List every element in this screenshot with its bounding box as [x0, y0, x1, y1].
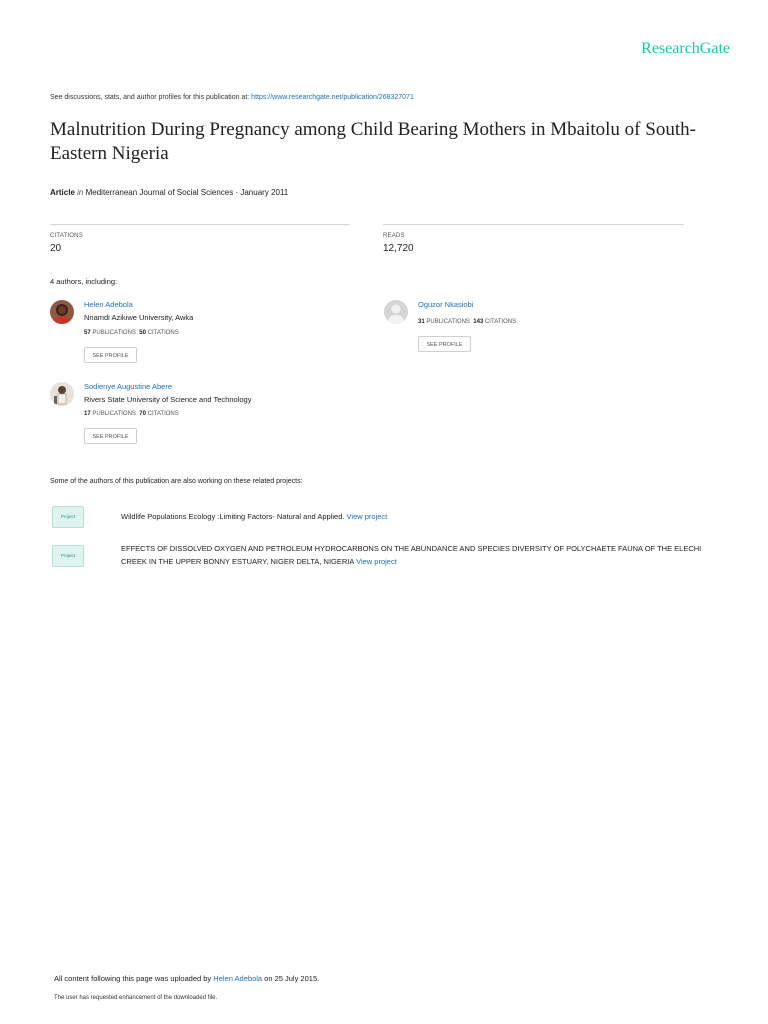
author-photo-icon	[50, 300, 74, 324]
upload-suffix: on 25 July 2015.	[262, 974, 320, 983]
uploader-link[interactable]: Helen Adebola	[213, 974, 263, 983]
publications-label: PUBLICATIONS	[426, 319, 470, 325]
citations-label: CITATIONS	[484, 319, 517, 325]
author-photo-icon	[50, 382, 74, 406]
default-user-icon	[384, 300, 408, 324]
project-title: EFFECTS OF DISSOLVED OXYGEN AND PETROLEUM HYDROCARBONS ON THE ABUNDANCE AND SPECIES DIVERSITY OF POLYCHAETE FAUNA OF THE ELECHI CREEK IN THE UPPER BONNY ESTUARY, NIGER DELTA, NIGERIA	[121, 544, 702, 566]
citations-count: 70	[139, 411, 146, 417]
project-item	[121, 542, 721, 568]
discussion-prefix: See discussions, stats, and author profiles for this publication at:	[50, 94, 252, 101]
article-meta	[50, 188, 288, 197]
view-project-link[interactable]: View project	[356, 557, 397, 566]
article-in: in	[77, 188, 84, 197]
citations-count: 143	[473, 319, 484, 325]
publications-count: 17	[84, 411, 91, 417]
reads-divider	[383, 224, 684, 225]
upload-prefix: All content following this page was uploaded by	[54, 974, 214, 983]
author-avatar[interactable]	[50, 382, 74, 406]
journal-name: Mediterranean Journal of Social Sciences	[85, 188, 234, 197]
publications-count: 31	[418, 319, 425, 325]
project-item	[121, 510, 711, 523]
author-stats	[418, 319, 516, 325]
see-profile-button[interactable]: SEE PROFILE	[418, 336, 471, 352]
publication-url-link[interactable]: https://www.researchgate.net/publication/268327071	[251, 94, 414, 101]
publications-label: PUBLICATIONS	[92, 411, 136, 417]
publications-label: PUBLICATIONS	[92, 330, 136, 336]
citations-divider	[50, 224, 350, 225]
related-projects-heading: Some of the authors of this publication are also working on these related projects:	[50, 478, 303, 485]
project-title: Wildlife Populations Ecology :Limiting Factors- Natural and Applied.	[121, 512, 345, 521]
author-institution: Nnamdi Azikiwe University, Awka	[84, 313, 194, 322]
author-name-link[interactable]: Helen Adebola	[84, 300, 133, 309]
author-avatar[interactable]	[384, 300, 408, 324]
citations-label: CITATIONS	[50, 233, 83, 239]
author-name-link[interactable]: Oguzor Nkasiobi	[418, 300, 474, 309]
authors-heading: 4 authors, including:	[50, 277, 118, 286]
author-institution: Rivers State University of Science and Technology	[84, 395, 252, 404]
reads-label: READS	[383, 233, 405, 239]
article-date: · January 2011	[233, 188, 289, 197]
researchgate-logo[interactable]: ResearchGate	[641, 40, 730, 57]
see-profile-button[interactable]: SEE PROFILE	[84, 428, 137, 444]
upload-note	[54, 974, 319, 983]
discussion-line	[50, 94, 414, 101]
project-icon: Project	[52, 506, 84, 528]
view-project-link[interactable]: View project	[346, 512, 388, 521]
author-stats	[84, 411, 179, 417]
citations-count: 50	[139, 330, 146, 336]
publications-count: 57	[84, 330, 91, 336]
citations-value: 20	[50, 243, 62, 254]
author-avatar[interactable]	[50, 300, 74, 324]
page-title: Malnutrition During Pregnancy among Child Bearing Mothers in Mbaitolu of South-Eastern Nigeria	[50, 119, 696, 164]
project-icon: Project	[52, 545, 84, 567]
citations-label: CITATIONS	[147, 411, 179, 417]
see-profile-button[interactable]: SEE PROFILE	[84, 347, 137, 363]
author-name-link[interactable]: Sodienye Augustine Abere	[84, 382, 172, 391]
reads-value: 12,720	[383, 243, 414, 254]
citations-label: CITATIONS	[147, 330, 179, 336]
enhancement-note: The user has requested enhancement of the downloaded file.	[54, 995, 218, 1001]
author-stats	[84, 330, 179, 336]
article-type: Article	[50, 188, 75, 197]
